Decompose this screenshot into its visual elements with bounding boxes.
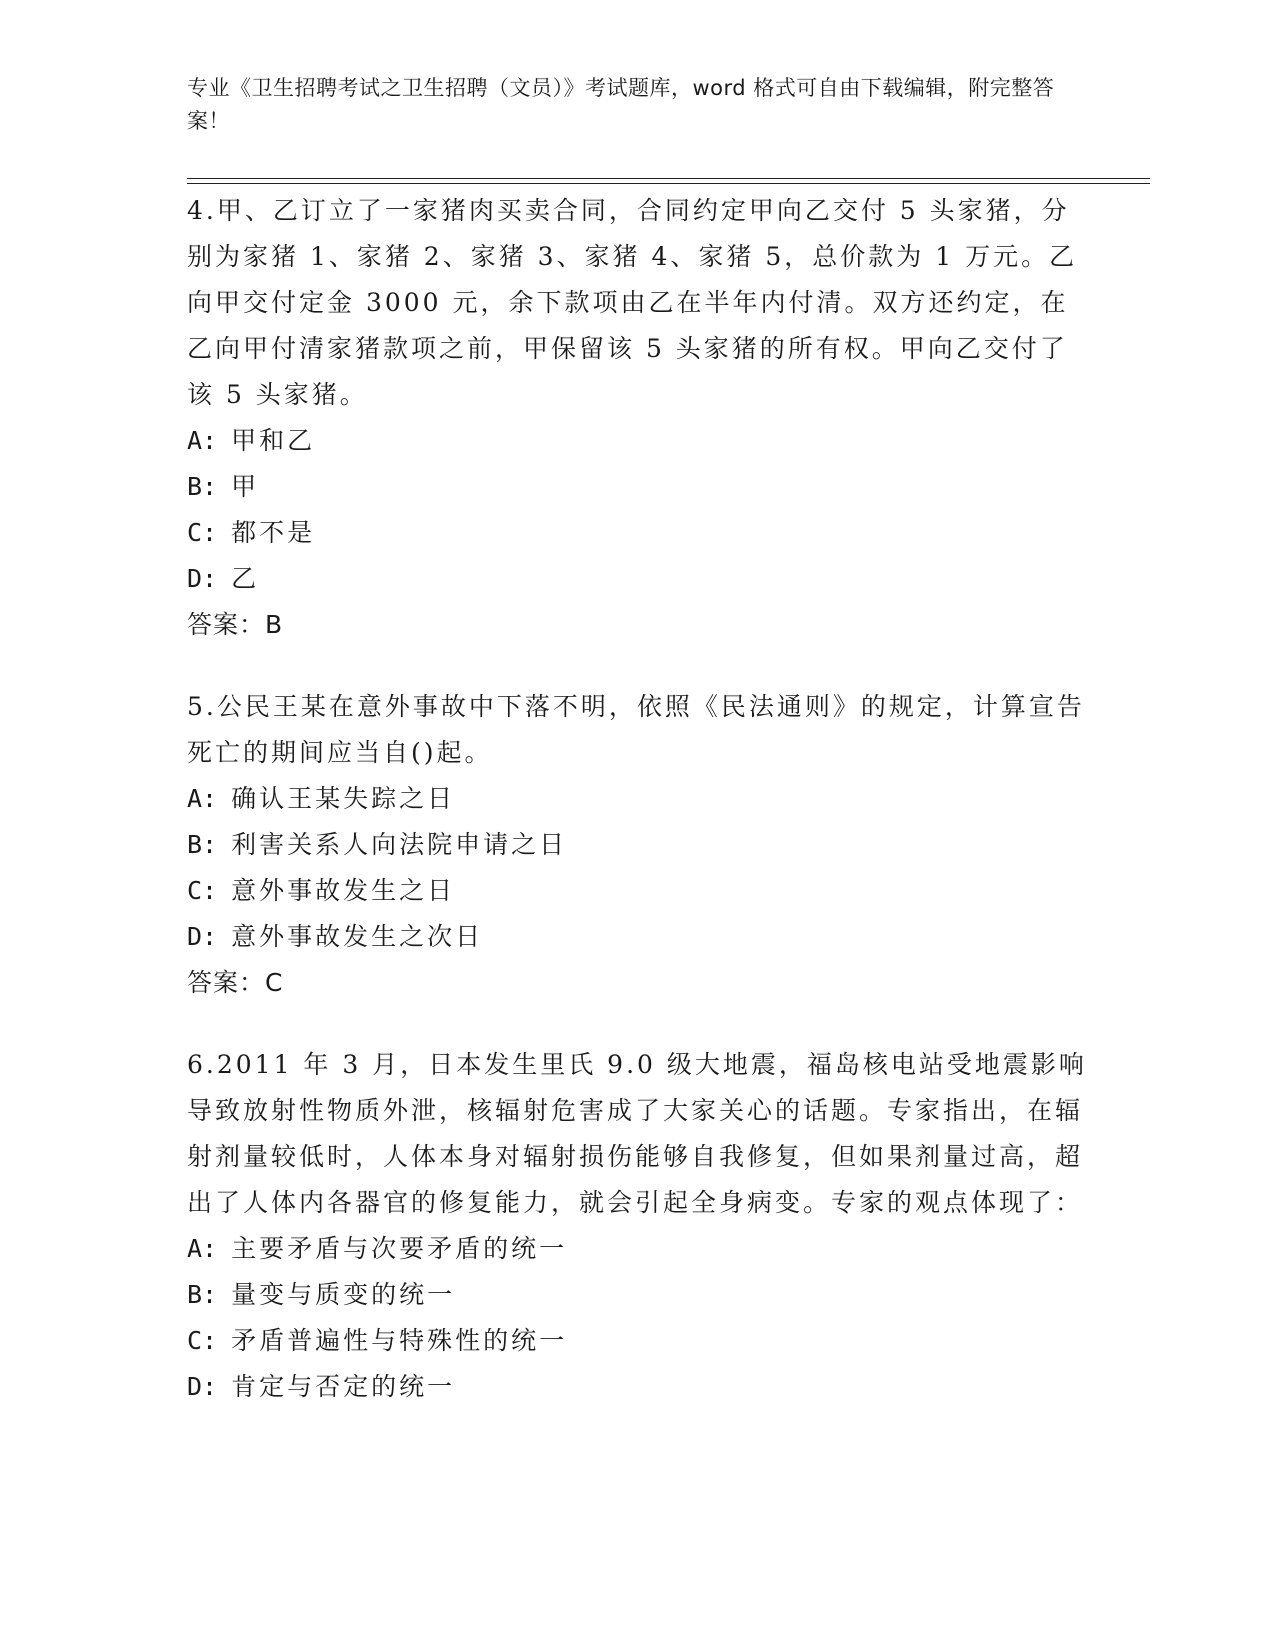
option-letter: B: — [187, 830, 218, 859]
option-text: 肯定与否定的统一 — [231, 1372, 456, 1401]
option-letter: A: — [187, 784, 218, 813]
question-list — [187, 188, 1087, 1446]
option-letter: D: — [187, 922, 218, 951]
option-letter: C: — [187, 876, 218, 905]
option-letter: C: — [187, 1326, 218, 1355]
option-a — [187, 418, 1087, 464]
option-text: 量变与质变的统一 — [231, 1280, 456, 1309]
option-text: 都不是 — [231, 518, 316, 547]
option-text: 主要矛盾与次要矛盾的统一 — [231, 1234, 568, 1263]
option-letter: A: — [187, 426, 218, 455]
option-text: 意外事故发生之日 — [231, 876, 456, 905]
option-letter: B: — [187, 1280, 218, 1309]
option-letter: A: — [187, 1234, 218, 1263]
page-header — [187, 72, 1067, 138]
option-text: 意外事故发生之次日 — [231, 922, 484, 951]
header-divider — [187, 178, 1150, 184]
option-b — [187, 464, 1087, 510]
option-text: 甲 — [231, 472, 260, 501]
option-a — [187, 1226, 1087, 1272]
option-a — [187, 776, 1087, 822]
question-stem: 6.2011 年 3 月，日本发生里氏 9.0 级大地震，福岛核电站受地震影响导致放射性物质外泄，核辐射危害成了大家关心的话题。专家指出，在辐射剂量较低时，人体本身对辐射损伤能够自我修复，但如果剂量过高，超出了人体内各器官的修复能力，就会引起全身病变。专家的观点体现了： — [187, 1050, 1087, 1217]
option-d — [187, 1364, 1087, 1410]
question-stem: 4.甲、乙订立了一家猪肉买卖合同，合同约定甲向乙交付 5 头家猪，分别为家猪 1、家猪 2、家猪 3、家猪 4、家猪 5，总价款为 1 万元。乙向甲交付定金 3000 元，余下款项由乙在半年内付清。双方还约定，在乙向甲付清家猪款项之前，甲保留该 5 头家猪的所有权。甲向乙交付了该 5 头家猪。 — [187, 196, 1078, 409]
option-c — [187, 868, 1087, 914]
option-text: 确认王某失踪之日 — [231, 784, 456, 813]
option-letter: D: — [187, 1372, 218, 1401]
question-5 — [187, 684, 1087, 1006]
option-text: 甲和乙 — [231, 426, 316, 455]
question-4 — [187, 188, 1087, 648]
question-stem: 5.公民王某在意外事故中下落不明，依照《民法通则》的规定，计算宣告死亡的期间应当自()起。 — [187, 692, 1085, 767]
answer-label: 答案：B — [187, 610, 284, 639]
option-text: 矛盾普遍性与特殊性的统一 — [231, 1326, 568, 1355]
option-letter: D: — [187, 564, 218, 593]
header-text: 专业《卫生招聘考试之卫生招聘（文员）》考试题库，word 格式可自由下载编辑，附完整答案！ — [187, 76, 1055, 133]
option-b — [187, 1272, 1087, 1318]
option-letter: C: — [187, 518, 218, 547]
option-text: 乙 — [231, 564, 260, 593]
option-c — [187, 1318, 1087, 1364]
option-d — [187, 556, 1087, 602]
option-b — [187, 822, 1087, 868]
option-c — [187, 510, 1087, 556]
option-d — [187, 914, 1087, 960]
option-text: 利害关系人向法院申请之日 — [231, 830, 568, 859]
option-letter: B: — [187, 472, 218, 501]
answer-label: 答案：C — [187, 968, 284, 997]
question-6 — [187, 1042, 1087, 1410]
